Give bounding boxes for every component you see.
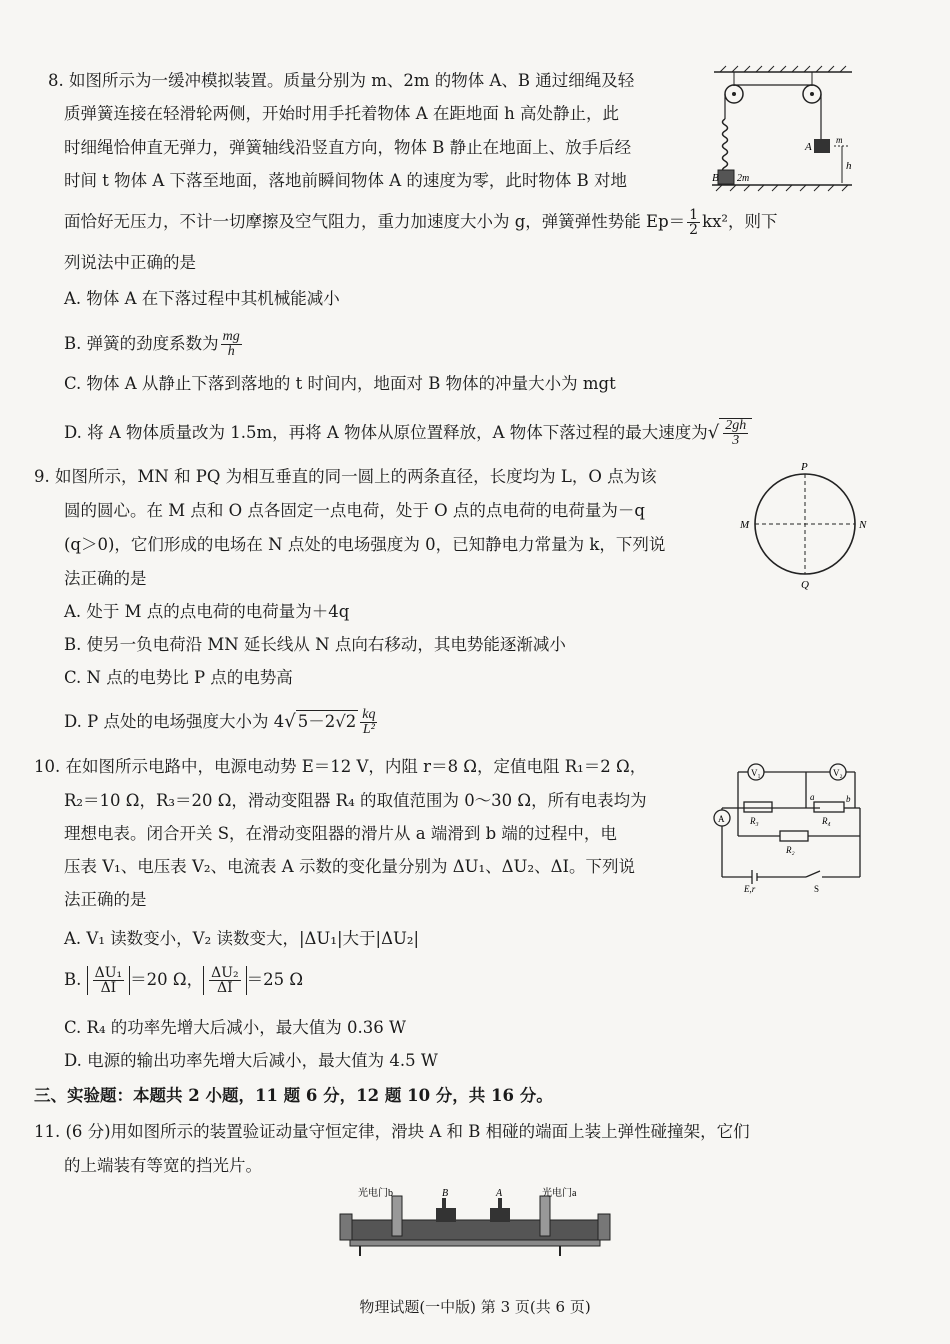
- fig-label-b-end: b: [846, 794, 851, 804]
- q11-line-2: 的上端装有等宽的挡光片。: [64, 1156, 262, 1175]
- fig-label-r4: R₄: [822, 816, 831, 826]
- 2gh-over-3-fraction: $\frac{2gh}{3}$: [725, 418, 747, 448]
- q9-option-d: D. P 点处的电场强度大小为 4√ 5－2√2 $\frac{kq}{\text{L²}}$: [64, 707, 376, 737]
- q9-sqrt: 5－2√2: [297, 712, 357, 731]
- q10-option-b: [64, 966, 303, 995]
- du1-di-fraction: $\frac{\text{ΔU₁}}{\Delta I}$: [94, 965, 123, 996]
- q8-line-5: [64, 208, 778, 237]
- fig-label-r3: R₃: [750, 816, 759, 826]
- q8-line-6: 列说法中正确的是: [64, 253, 196, 272]
- fig-label-gate-b: 光电门b: [358, 1188, 393, 1199]
- fig-label-slider-b: B: [442, 1188, 449, 1199]
- fig-label-v2: V₂: [833, 768, 843, 778]
- q8-line-5-b: kx²，则下: [702, 212, 778, 231]
- q9-line-1: 9. 如图所示，MN 和 PQ 为相互垂直的同一圆上的两条直径，长度均为 L，O 点为该: [34, 467, 657, 486]
- q8-option-d: D. 将 A 物体质量改为 1.5m，再将 A 物体从原位置释放，A 物体下落过程的最大速度为√ $\frac{2gh}{3}$: [64, 418, 752, 448]
- fig-label-b: B: [712, 172, 719, 184]
- q8-option-c: C. 物体 A 从静止下落到落地的 t 时间内，地面对 B 物体的冲量大小为 mgt: [64, 374, 616, 393]
- fig-label-slider-a: A: [496, 1188, 503, 1199]
- fig-label-m: m: [836, 135, 843, 145]
- q10-option-a: A. V₁ 读数变小，V₂ 读数变大，|ΔU₁|大于|ΔU₂|: [64, 929, 420, 948]
- q8-option-b: [64, 330, 244, 359]
- fig-label-gate-a: 光电门a: [542, 1188, 577, 1199]
- mg-over-h-fraction: $\frac{mg}{h}$: [222, 329, 240, 359]
- section-3-heading: 三、实验题：本题共 2 小题，11 题 6 分，12 题 10 分，共 16 分。: [34, 1086, 553, 1105]
- du2-di-fraction: $\frac{\text{ΔU₂}}{\Delta I}$: [211, 965, 239, 996]
- q10-line-3: 理想电表。闭合开关 S，在滑动变阻器的滑片从 a 端滑到 b 端的过程中，电: [64, 824, 617, 843]
- fig-label-a: A: [805, 141, 812, 153]
- q9-option-b: B. 使另一负电荷沿 MN 延长线从 N 点向右移动，其电势能逐渐减小: [64, 635, 566, 654]
- fig-label-switch: S: [814, 884, 820, 894]
- q10-circuit-figure: [710, 752, 870, 894]
- fig-label-2m: 2m: [737, 173, 750, 184]
- q8-line-4: 时间 t 物体 A 下落至地面，落地前瞬间物体 A 的速度为零，此时物体 B 对地: [64, 171, 628, 190]
- q10-option-c: C. R₄ 的功率先增大后减小，最大值为 0.36 W: [64, 1018, 406, 1037]
- q11-air-track-figure: [330, 1184, 620, 1264]
- q8-line-1: 8. 如图所示为一缓冲模拟装置。质量分别为 m、2m 的物体 A、B 通过细绳及轻: [48, 71, 635, 90]
- q9-option-c: C. N 点的电势比 P 点的电势高: [64, 668, 293, 687]
- q9-line-4: 法正确的是: [64, 569, 147, 588]
- q9-option-d-text: D. P 点处的电场强度大小为 4: [64, 712, 285, 731]
- q8-line-5-a: 面恰好无压力，不计一切摩擦及空气阻力，重力加速度大小为 g，弹簧弹性势能 Ep＝: [64, 212, 686, 231]
- fig-label-m: M: [740, 519, 750, 531]
- fig-label-v1: V₁: [751, 768, 761, 778]
- page-footer: 物理试题(一中版) 第 3 页(共 6 页): [359, 1298, 591, 1316]
- q10-line-5: 法正确的是: [64, 890, 147, 909]
- q10-option-b-mid: ＝20 Ω，: [130, 970, 204, 989]
- q10-option-d: D. 电源的输出功率先增大后减小，最大值为 4.5 W: [64, 1051, 438, 1070]
- q11-line-1: 11. (6 分)用如图所示的装置验证动量守恒定律，滑块 A 和 B 相碰的端面上装上弹性碰撞架，它们: [34, 1122, 750, 1141]
- q10-option-b-end: ＝25 Ω: [246, 970, 304, 989]
- q10-line-2: R₂＝10 Ω，R₃＝20 Ω，滑动变阻器 R₄ 的取值范围为 0～30 Ω，所有电表均为: [64, 791, 647, 810]
- q8-pulley-figure: [712, 64, 862, 194]
- q9-circle-figure: [735, 460, 875, 595]
- q8-line-2: 质弹簧连接在轻滑轮两侧，开始时用手托着物体 A 在距地面 h 高处静止，此: [64, 104, 620, 123]
- fig-label-p: P: [801, 461, 808, 473]
- fig-label-a-end: a: [810, 792, 815, 802]
- q8-option-b-text: B. 弹簧的劲度系数为: [64, 334, 219, 353]
- q10-line-1: 10. 在如图所示电路中，电源电动势 E＝12 V，内阻 r＝8 Ω，定值电阻 R₁＝2 Ω，: [34, 757, 647, 776]
- q9-line-3: (q＞0)，它们形成的电场在 N 点处的电场强度为 0，已知静电力常量为 k，下列说: [64, 535, 666, 554]
- fig-label-h: h: [846, 160, 852, 172]
- q10-line-4: 压表 V₁、电压表 V₂、电流表 A 示数的变化量分别为 ΔU₁、ΔU₂、ΔI。下列说: [64, 857, 636, 876]
- q8-option-a: A. 物体 A 在下落过程中其机械能减小: [64, 289, 340, 308]
- fig-label-q: Q: [801, 579, 809, 591]
- q9-option-a: A. 处于 M 点的点电荷的电荷量为＋4q: [64, 602, 350, 621]
- fig-label-ammeter: A: [718, 814, 725, 824]
- q8-line-3: 时细绳恰伸直无弹力，弹簧轴线沿竖直方向，物体 B 静止在地面上、放手后经: [64, 138, 632, 157]
- q10-option-b-label: B.: [64, 970, 82, 989]
- q9-line-2: 圆的圆心。在 M 点和 O 点各固定一点电荷，处于 O 点的点电荷的电荷量为－q: [64, 501, 645, 520]
- half-fraction: $\frac{1}{2}$: [689, 207, 699, 238]
- fig-label-n: N: [859, 519, 867, 531]
- fig-label-r2: R₂: [786, 845, 795, 855]
- q8-option-d-text: D. 将 A 物体质量改为 1.5m，再将 A 物体从原位置释放，A 物体下落过程的最大速度为: [64, 423, 708, 442]
- fig-label-emf: E,r: [744, 884, 756, 894]
- kq-over-l2-fraction: $\frac{kq}{\text{L²}}$: [362, 707, 376, 737]
